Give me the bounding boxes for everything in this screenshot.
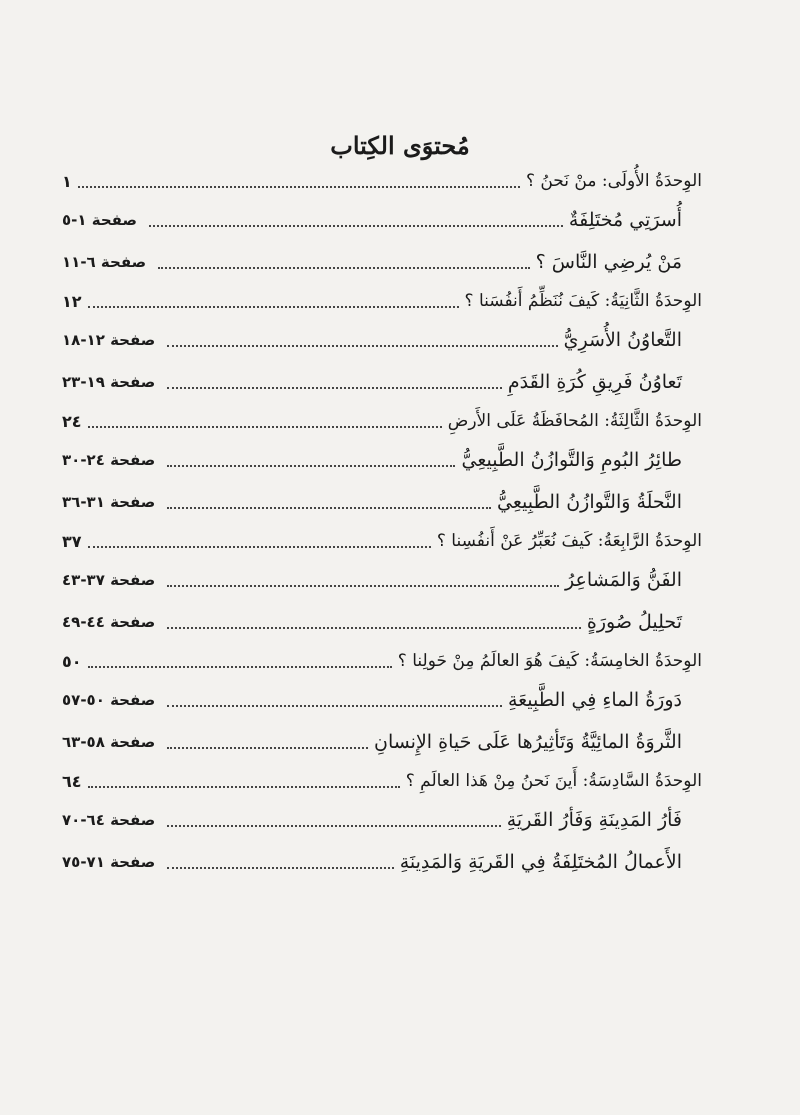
toc-page-number: ٥٠ [62, 651, 82, 671]
dot-leader [167, 825, 500, 827]
toc-entry-label: الوِحدَةُ الخامِسَةُ: كَيفَ هُوَ العالَمُ مِنْ حَولِنا ؟ [397, 650, 702, 671]
toc-lesson-6 [62, 481, 702, 523]
toc-entry-label: الوِحدَةُ الثَّانِيَةُ: كَيفَ نُنَظِّمُ أَنفُسَنا ؟ [464, 290, 702, 311]
toc-title: مُحتوَى الكِتاب [330, 131, 470, 160]
toc-unit-6 [62, 763, 702, 799]
toc-page-number: صفحة ٣٧-٤٣ [62, 571, 156, 589]
toc-lesson-11 [62, 799, 702, 841]
dot-leader [167, 387, 502, 389]
toc-entry-label: الثَّروَةُ المائِيَّةُ وَتَأثِيرُها عَلَى حَياةِ الإِنسانِ [373, 730, 682, 753]
toc-entry-label: الأَعمالُ المُختَلِفَةُ فِي القَريَةِ وَالمَدِينَةِ [399, 850, 682, 873]
toc-entry-label: النَّحلَةُ وَالتَّوازُنُ الطَّبِيعِيُّ [497, 490, 682, 513]
toc-entry-label: طائِرُ البُومِ وَالتَّوازُنُ الطَّبِيعِيُّ [461, 448, 682, 471]
toc-unit-5 [62, 643, 702, 679]
toc-lesson-7 [62, 559, 702, 601]
toc-entry-label: فَأرُ المَدِينَةِ وَفَأرُ القَريَةِ [506, 808, 682, 831]
toc-unit-1 [62, 163, 702, 199]
toc-lesson-5 [62, 439, 702, 481]
dot-leader [167, 705, 502, 707]
toc-page-number: ١٢ [62, 291, 82, 311]
toc-page-number: صفحة ١٢-١٨ [62, 331, 156, 349]
dot-leader [88, 306, 459, 308]
toc-entry-label: تَعاوُنُ فَرِيقِ كُرَةِ القَدَمِ [507, 370, 682, 393]
dot-leader [167, 465, 455, 467]
dot-leader [167, 345, 557, 347]
toc-unit-3 [62, 403, 702, 439]
toc-entry-label: الوِحدَةُ السَّادِسَةُ: أَينَ نَحنُ مِنْ هَذا العالَمِ ؟ [405, 770, 702, 791]
toc-page-number: ١ [62, 171, 72, 191]
toc-page-number: صفحة ٥٨-٦٣ [62, 733, 156, 751]
toc-page-number: صفحة ٦-١١ [62, 253, 147, 271]
table-of-contents [62, 163, 702, 883]
toc-page-number: صفحة ٧١-٧٥ [62, 853, 156, 871]
dot-leader [167, 585, 559, 587]
toc-page-number: صفحة ٣١-٣٦ [62, 493, 156, 511]
toc-page-number: ٢٤ [62, 411, 82, 431]
toc-lesson-2 [62, 241, 702, 283]
toc-entry-label: مَنْ يُرضِي النَّاسَ ؟ [535, 250, 682, 273]
toc-entry-label: دَورَةُ الماءِ فِي الطَّبِيعَةِ [507, 688, 682, 711]
toc-entry-label: تَحلِيلُ صُورَةٍ [586, 610, 682, 633]
toc-entry-label: التَّعاوُنُ الأُسَرِيُّ [563, 328, 682, 351]
toc-page-number: صفحة ١٩-٢٣ [62, 373, 156, 391]
toc-page-number: صفحة ٤٤-٤٩ [62, 613, 156, 631]
toc-page-number: صفحة ٥٠-٥٧ [62, 691, 156, 709]
toc-page-number: صفحة ٦٤-٧٠ [62, 811, 156, 829]
dot-leader [167, 747, 368, 749]
dot-leader [149, 225, 563, 227]
toc-lesson-8 [62, 601, 702, 643]
toc-page-number: صفحة ٢٤-٣٠ [62, 451, 156, 469]
toc-page-number: ٦٤ [62, 771, 82, 791]
dot-leader [78, 186, 520, 188]
toc-lesson-4 [62, 361, 702, 403]
dot-leader [158, 267, 530, 269]
toc-entry-label: الفَنُّ وَالمَشاعِرُ [565, 568, 682, 591]
dot-leader [88, 666, 392, 668]
toc-lesson-1 [62, 199, 702, 241]
dot-leader [167, 507, 491, 509]
toc-lesson-3 [62, 319, 702, 361]
toc-lesson-12 [62, 841, 702, 883]
dot-leader [88, 546, 431, 548]
toc-lesson-10 [62, 721, 702, 763]
toc-lesson-9 [62, 679, 702, 721]
toc-entry-label: أُسرَتِي مُختَلِفَةٌ [568, 208, 682, 231]
dot-leader [167, 627, 581, 629]
toc-entry-label: الوِحدَةُ الثَّالِثَةُ: المُحافَظَةُ عَلَى الأَرضِ [447, 410, 702, 431]
toc-entry-label: الوِحدَةُ الأُولَى: منْ نَحنُ ؟ [525, 170, 702, 191]
dot-leader [167, 867, 393, 869]
toc-unit-2 [62, 283, 702, 319]
toc-page-number: ٣٧ [62, 531, 82, 551]
dot-leader [88, 426, 442, 428]
toc-page-number: صفحة ١-٥ [62, 211, 137, 229]
dot-leader [88, 786, 400, 788]
toc-entry-label: الوِحدَةُ الرَّابِعَةُ: كَيفَ نُعَبِّرُ عَنْ أَنفُسِنا ؟ [436, 530, 702, 551]
toc-unit-4 [62, 523, 702, 559]
